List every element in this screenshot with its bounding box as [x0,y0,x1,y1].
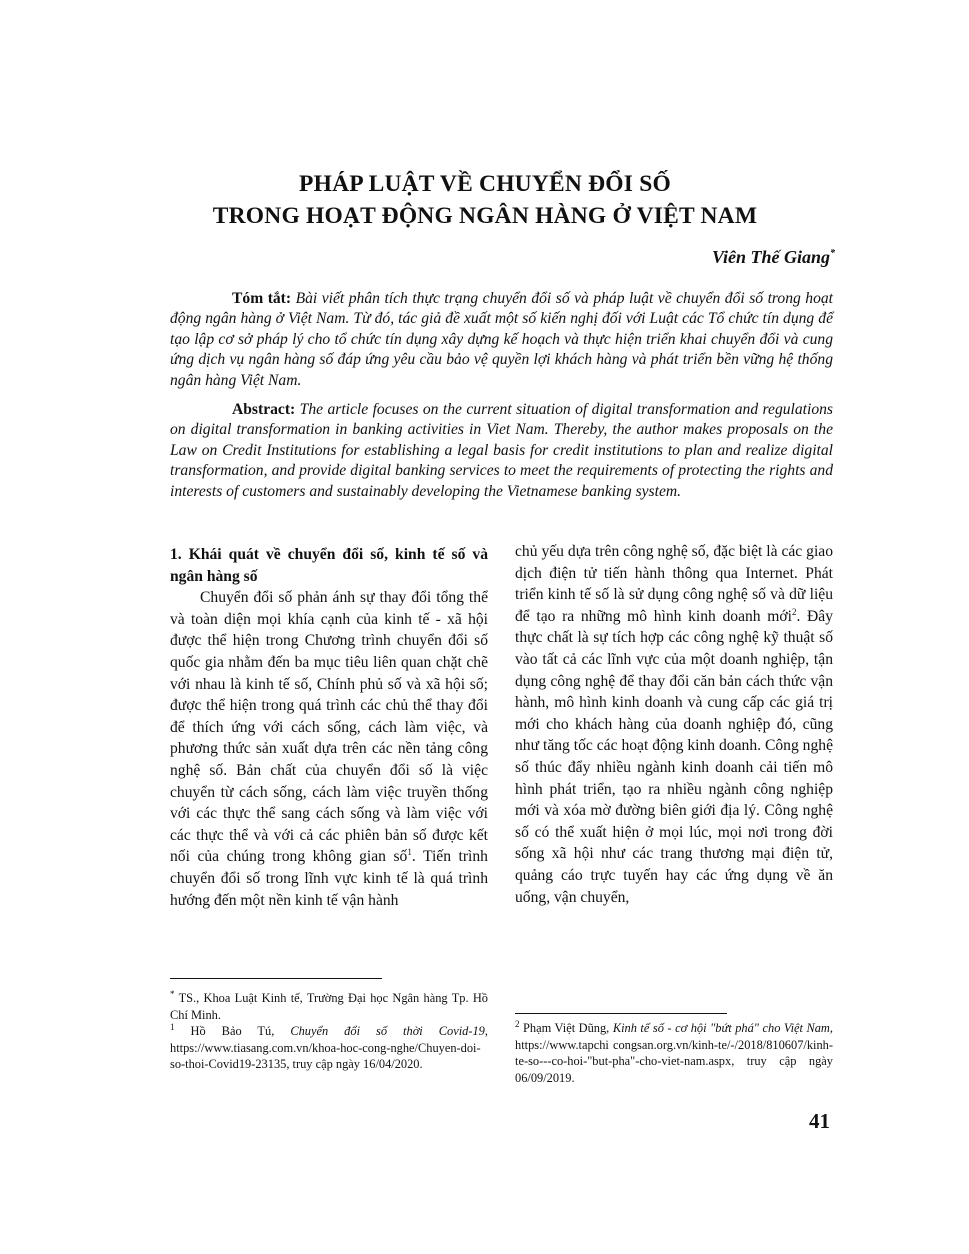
vietnamese-abstract [170,289,833,391]
body-column-left [170,544,488,911]
footnote-1 [170,1023,488,1073]
page-number: 41 [809,1109,830,1133]
footnote-1-author: Hồ Bảo Tú, [174,1024,291,1038]
footnote-1-title: Chuyển đổi số thời Covid-19 [290,1024,485,1038]
footnote-2-author: Phạm Việt Dũng, [519,1021,613,1035]
abstract-vn-text: Bài viết phân tích thực trạng chuyển đổi số và pháp luật về chuyển đổi số trong hoạt động ngân hàng ở Việt Nam. Từ đó, tác giả đề xuất một số kiến nghị đối với Luật các Tổ chức tín dụng để tạo lập cơ sở pháp lý cho tổ chức tín dụng xây dựng kế hoạch và thực hiện triển khai chuyển đổi và cung ứng dịch vụ ngân hàng số đáp ứng yêu cầu bảo vệ quyền lợi khách hàng và phát triển bền vững hệ thống ngân hàng Việt Nam. [170,290,834,389]
section-heading: 1. Khái quát về chuyển đổi số, kinh tế số và ngân hàng số [170,546,488,585]
footnote-divider-left [170,978,382,979]
author-footnote-mark: * [830,248,835,259]
footnotes-right [515,1020,833,1086]
article-title [160,168,810,232]
left-para-text-b: . Tiến trình chuyển đổi số trong lĩnh vực kinh tế là quá trình hướng đến một nền kinh tế vận hành [170,848,488,909]
footnote-1-rest: , https://www.tiasang.com.vn/khoa-hoc-cong-nghe/Chuyen-doi-so-thoi-Covid19-23135, truy cập ngày 16/04/2020. [170,1024,488,1071]
right-para-text-a: chủ yếu dựa trên công nghệ số, đặc biệt là các giao dịch điện tử tiến hành thông qua Internet. Phát triển kinh tế số là sử dụng công nghệ số và dữ liệu để tạo ra những mô hình kinh doanh mới [515,543,833,625]
body-paragraph-right [515,541,833,908]
footnote-ref-2: 2 [791,606,797,617]
footnote-author-text: TS., Khoa Luật Kinh tế, Trường Đại học Ngân hàng Tp. Hồ Chí Minh. [170,991,488,1022]
english-abstract [170,400,833,502]
footnote-2-rest: , https://www.tapchi congsan.org.vn/kinh-te/-/2018/810607/kinh-te-so---co-hoi-"but-pha"-cho-viet-nam.aspx, truy cập ngày 06/09/2019. [515,1021,833,1085]
footnote-author-mark: * [170,988,175,999]
author-name-text: Viên Thế Giang [711,247,830,267]
footnote-1-number: 1 [170,1021,175,1032]
body-paragraph-left [170,587,488,911]
abstract-en-lead: Abstract: [232,401,296,418]
abstract-vn-lead: Tóm tắt: [232,290,292,307]
author-name [712,247,835,268]
title-line-2: TRONG HOẠT ĐỘNG NGÂN HÀNG Ở VIỆT NAM [212,203,758,229]
footnote-2-title: Kinh tế số - cơ hội "bứt phá" cho Việt Nam [612,1021,830,1035]
abstract-en-text: The article focuses on the current situation of digital transformation and regulations on digital transformation in banking activities in Viet Nam. Thereby, the author makes proposals on the Law on Credit Institutions for establishing a legal basis for credit institutions to plan and realize digital transformation, and provide digital banking services to meet the requirements of protecting the rights and interests of customers and sustainably developing the Vietnamese banking system. [170,401,833,500]
left-para-text-a: Chuyển đổi số phản ánh sự thay đổi tổng thể và toàn diện mọi khía cạnh của kinh tế - xã hội được thể hiện trong Chương trình chuyển đổi số quốc gia nhằm đến ba mục tiêu liên quan chặt chẽ với nhau là kinh tế số, Chính phủ số và xã hội số; được thể hiện trong quá trình các chủ thể thay đổi để thích ứng với cách sống, cách làm việc, và phương thức sản xuất dựa trên các nền tảng công nghệ số. Bản chất của chuyển đổi số là việc chuyển từ cách sống, cách làm việc truyền thống với các thực thể sang cách sống và làm việc với các thực thể và với cả các phiên bản số được kết nối của chúng trong không gian số [170,589,488,866]
footnote-2-number: 2 [515,1018,520,1029]
title-line-1: PHÁP LUẬT VỀ CHUYỂN ĐỔI SỐ [299,171,671,197]
footnotes-left [170,990,488,1073]
footnote-author [170,990,488,1023]
footnote-divider-right [515,1013,727,1014]
right-para-text-b: . Đây thực chất là sự tích hợp các công nghệ kỹ thuật số vào tất cả các lĩnh vực của một doanh nghiệp, tận dụng công nghệ để thay đổi căn bản cách thức vận hành, mô hình kinh doanh và cung cấp các giá trị mới cho khách hàng của doanh nghiệp đó, cũng như tăng tốc các hoạt động kinh doanh. Công nghệ số thúc đẩy nhiều ngành kinh doanh cải tiến mô hình phát triển, tạo ra nhiều ngành công nghiệp mới và xóa mờ đường biên giới địa lý. Công nghệ số có thể xuất hiện ở mọi lúc, mọi nơi trong đời sống xã hội như các trang thương mại điện tử, quảng cáo trực tuyến hay các ứng dụng về ăn uống, vận chuyển, [515,607,834,906]
footnote-ref-1: 1 [407,847,412,858]
body-column-right [515,541,833,908]
footnote-2 [515,1020,833,1086]
